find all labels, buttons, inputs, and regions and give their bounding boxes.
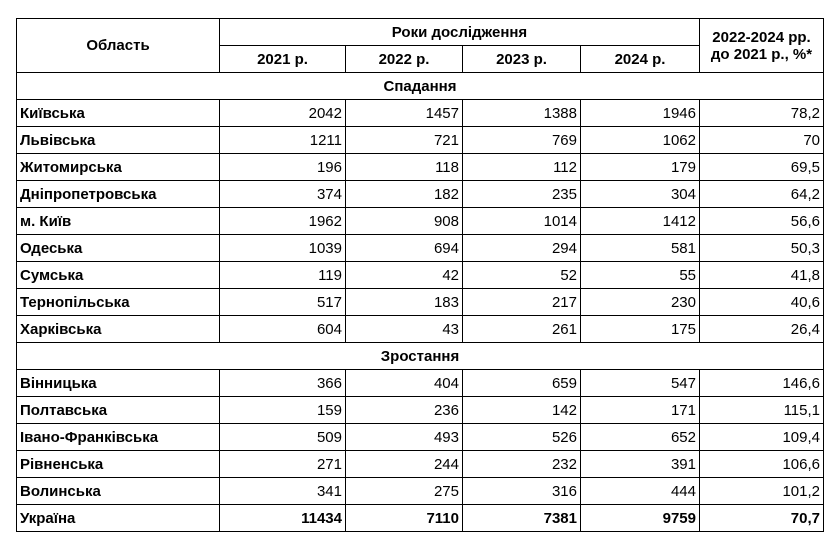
table-body: [17, 73, 824, 532]
year-value: 230: [581, 289, 700, 316]
table-row: [17, 208, 824, 235]
year-value: 581: [581, 235, 700, 262]
year-value: 55: [581, 262, 700, 289]
year-value: 217: [463, 289, 581, 316]
header-change-line2: до 2021 р., %*: [710, 45, 813, 63]
year-value: 244: [346, 451, 463, 478]
year-value: 374: [220, 181, 346, 208]
header-region: Область: [17, 19, 220, 73]
table-row: [17, 100, 824, 127]
region-name: Тернопільська: [17, 289, 220, 316]
year-value: 1457: [346, 100, 463, 127]
year-value: 769: [463, 127, 581, 154]
header-year: 2023 р.: [463, 46, 581, 73]
section-title: Спадання: [17, 73, 824, 100]
change-value: 50,3: [700, 235, 824, 262]
region-name: Київська: [17, 100, 220, 127]
total-year-value: 7381: [463, 505, 581, 532]
change-value: 115,1: [700, 397, 824, 424]
year-value: 659: [463, 370, 581, 397]
year-value: 1412: [581, 208, 700, 235]
year-value: 493: [346, 424, 463, 451]
section-title: Зростання: [17, 343, 824, 370]
total-year-value: 9759: [581, 505, 700, 532]
change-value: 41,8: [700, 262, 824, 289]
year-value: 275: [346, 478, 463, 505]
change-value: 70: [700, 127, 824, 154]
section-row: [17, 73, 824, 100]
change-value: 78,2: [700, 100, 824, 127]
table-row: [17, 181, 824, 208]
year-value: 1014: [463, 208, 581, 235]
year-value: 119: [220, 262, 346, 289]
table-row: [17, 451, 824, 478]
change-value: 40,6: [700, 289, 824, 316]
region-name: Одеська: [17, 235, 220, 262]
total-year-value: 7110: [346, 505, 463, 532]
change-value: 64,2: [700, 181, 824, 208]
year-value: 235: [463, 181, 581, 208]
change-value: 26,4: [700, 316, 824, 343]
year-value: 142: [463, 397, 581, 424]
year-value: 341: [220, 478, 346, 505]
year-value: 271: [220, 451, 346, 478]
year-value: 236: [346, 397, 463, 424]
total-change-value: 70,7: [700, 505, 824, 532]
year-value: 294: [463, 235, 581, 262]
table-row: [17, 316, 824, 343]
header-change: [700, 19, 824, 73]
year-value: 366: [220, 370, 346, 397]
year-value: 547: [581, 370, 700, 397]
year-value: 43: [346, 316, 463, 343]
change-value: 146,6: [700, 370, 824, 397]
year-value: 444: [581, 478, 700, 505]
table-row: [17, 127, 824, 154]
year-value: 175: [581, 316, 700, 343]
table-row: [17, 154, 824, 181]
year-value: 179: [581, 154, 700, 181]
year-value: 182: [346, 181, 463, 208]
change-value: 69,5: [700, 154, 824, 181]
year-value: 183: [346, 289, 463, 316]
region-name: Житомирська: [17, 154, 220, 181]
year-value: 721: [346, 127, 463, 154]
table-row: [17, 235, 824, 262]
year-value: 517: [220, 289, 346, 316]
region-name: Рівненська: [17, 451, 220, 478]
year-value: 1211: [220, 127, 346, 154]
year-value: 604: [220, 316, 346, 343]
region-name: м. Київ: [17, 208, 220, 235]
table-row: [17, 397, 824, 424]
region-name: Полтавська: [17, 397, 220, 424]
header-years-group: Роки дослідження: [220, 19, 700, 46]
year-value: 509: [220, 424, 346, 451]
year-value: 1388: [463, 100, 581, 127]
table-row: [17, 370, 824, 397]
year-value: 1962: [220, 208, 346, 235]
region-name: Вінницька: [17, 370, 220, 397]
year-value: 316: [463, 478, 581, 505]
table-row: [17, 289, 824, 316]
year-value: 908: [346, 208, 463, 235]
table-row: [17, 478, 824, 505]
header-year: 2022 р.: [346, 46, 463, 73]
section-row: [17, 343, 824, 370]
region-name: Харківська: [17, 316, 220, 343]
year-value: 1062: [581, 127, 700, 154]
year-value: 1039: [220, 235, 346, 262]
year-value: 652: [581, 424, 700, 451]
header-year: 2024 р.: [581, 46, 700, 73]
year-value: 112: [463, 154, 581, 181]
year-value: 694: [346, 235, 463, 262]
total-name: Україна: [17, 505, 220, 532]
total-year-value: 11434: [220, 505, 346, 532]
region-name: Дніпропетровська: [17, 181, 220, 208]
year-value: 526: [463, 424, 581, 451]
change-value: 101,2: [700, 478, 824, 505]
region-name: Сумська: [17, 262, 220, 289]
table-row: [17, 262, 824, 289]
year-value: 42: [346, 262, 463, 289]
header-change-line1: 2022-2024 рр.: [712, 28, 811, 46]
change-value: 109,4: [700, 424, 824, 451]
region-name: Івано-Франківська: [17, 424, 220, 451]
table-row: [17, 424, 824, 451]
year-value: 1946: [581, 100, 700, 127]
data-table: [16, 18, 824, 532]
year-value: 2042: [220, 100, 346, 127]
year-value: 404: [346, 370, 463, 397]
change-value: 56,6: [700, 208, 824, 235]
total-row: [17, 505, 824, 532]
region-name: Волинська: [17, 478, 220, 505]
year-value: 232: [463, 451, 581, 478]
year-value: 391: [581, 451, 700, 478]
header-year: 2021 р.: [220, 46, 346, 73]
year-value: 196: [220, 154, 346, 181]
year-value: 261: [463, 316, 581, 343]
year-value: 159: [220, 397, 346, 424]
year-value: 118: [346, 154, 463, 181]
change-value: 106,6: [700, 451, 824, 478]
region-name: Львівська: [17, 127, 220, 154]
year-value: 171: [581, 397, 700, 424]
year-value: 304: [581, 181, 700, 208]
year-value: 52: [463, 262, 581, 289]
